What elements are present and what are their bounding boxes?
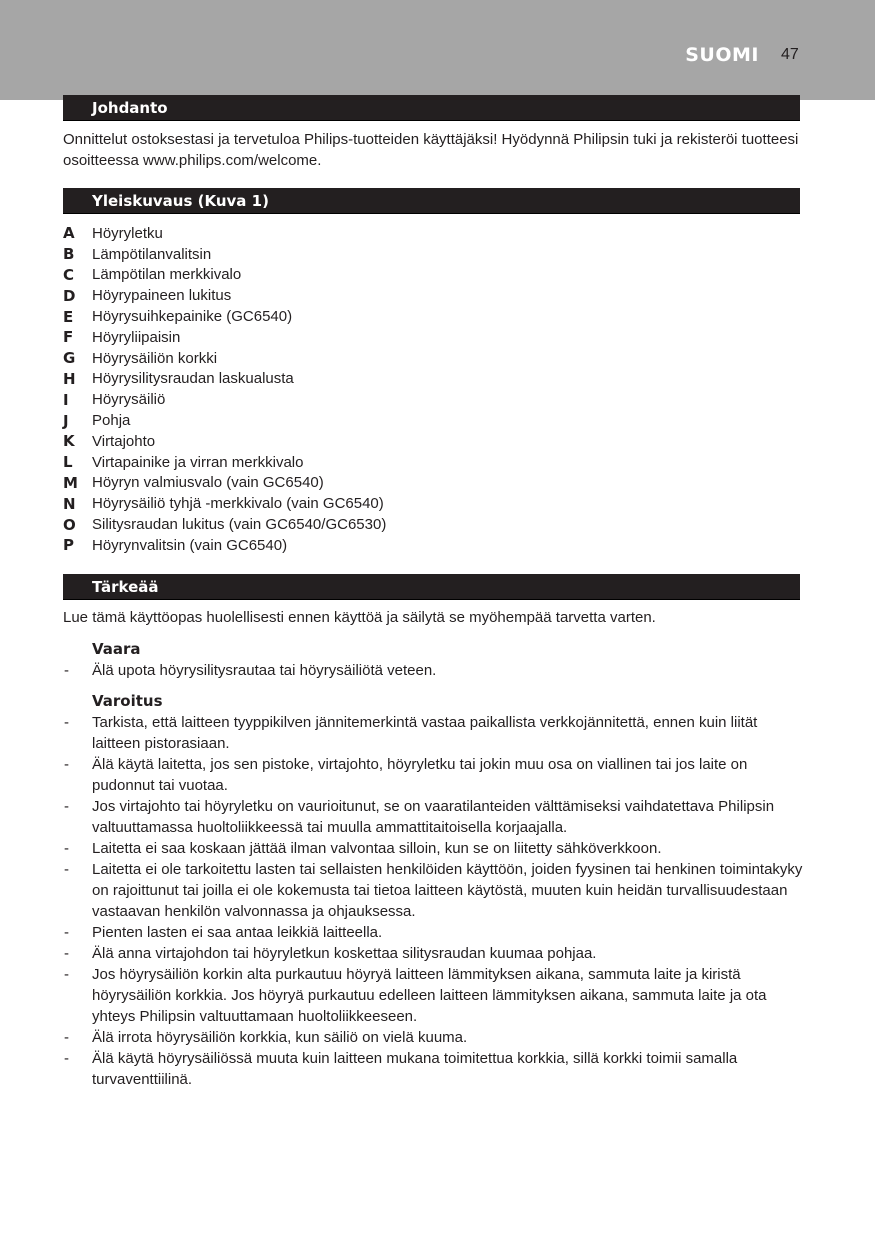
warning-heading: Varoitus: [92, 692, 163, 710]
bullet-item: [63, 660, 803, 681]
section-title-intro: Johdanto: [92, 99, 168, 117]
bullet-dash: -: [64, 662, 69, 679]
danger-list: [63, 660, 803, 681]
bullet-item: [63, 1027, 803, 1048]
part-label: Höyrysilitysraudan laskualusta: [92, 370, 294, 388]
bullet-item: [63, 838, 803, 859]
part-item: [63, 244, 663, 265]
bullet-text: Jos höyrysäiliön korkin alta purkautuu höyryä laitteen lämmityksen aikana, sammuta laite ja kiristä höyrysäiliön korkkia. Jos höyryä purkautuu edelleen laitteen lämmityksen aikana, sammuta laite ja ota yhteys Philipsin valtuuttamaan huoltoliikkeeseen.: [92, 966, 767, 1025]
bullet-text: Älä käytä höyrysäiliössä muuta kuin laitteen mukana toimitettua korkkia, sillä korkki toimii samalla turvaventtiilinä.: [92, 1050, 738, 1088]
section-title-important: Tärkeää: [92, 578, 159, 596]
bullet-dash: -: [64, 1029, 69, 1046]
parts-list: [63, 223, 663, 556]
part-item: [63, 535, 663, 556]
part-item: [63, 452, 663, 473]
part-label: Höyryliipaisin: [92, 328, 181, 346]
part-item: [63, 514, 663, 535]
bullet-dash: -: [64, 924, 69, 941]
important-intro: Lue tämä käyttöopas huolellisesti ennen käyttöä ja säilytä se myöhempää tarvetta varten.: [63, 609, 656, 626]
part-label: Pohja: [92, 412, 131, 430]
bullet-text: Laitetta ei ole tarkoitettu lasten tai sellaisten henkilöiden käyttöön, joiden fyysinen tai henkinen toimintakyky on rajoittunut tai joilla ei ole kokemusta tai tietoa laitteen käytöstä, muuten kuin heidän turvallisuudestaan vastaavan henkilön valvonnassa ja ohjauksessa.: [92, 861, 803, 920]
bullet-item: [63, 943, 803, 964]
bullet-dash: -: [64, 861, 69, 878]
part-label: Silitysraudan lukitus (vain GC6540/GC6530): [92, 516, 387, 534]
bullet-text: Älä anna virtajohdon tai höyryletkun koskettaa silitysraudan kuumaa pohjaa.: [92, 945, 597, 962]
part-label: Lämpötilan merkkivalo: [92, 266, 242, 284]
part-letter: I: [63, 390, 69, 409]
part-letter: O: [63, 515, 76, 534]
part-label: Höyryletku: [92, 224, 163, 242]
intro-paragraph: Onnittelut ostoksestasi ja tervetuloa Philips-tuotteiden käyttäjäksi! Hyödynnä Philipsin tuki ja rekisteröi tuotteesi osoitteessa www.philips.com/welcome.: [63, 131, 799, 169]
part-letter: H: [63, 369, 76, 388]
part-label: Höyrysuihkepainike (GC6540): [92, 308, 293, 326]
bullet-text: Tarkista, että laitteen tyyppikilven jännitemerkintä vastaa paikallista verkkojännitettä, ennen kuin liität laitteen pistorasiaan.: [92, 714, 758, 752]
part-letter: K: [63, 432, 75, 451]
bullet-text: Älä upota höyrysilitysrautaa tai höyrysäiliötä veteen.: [92, 662, 437, 679]
part-item: [63, 410, 663, 431]
danger-heading: Vaara: [92, 640, 141, 658]
bullet-dash: -: [64, 756, 69, 773]
part-letter: D: [63, 286, 76, 305]
bullet-item: [63, 859, 803, 922]
part-letter: E: [63, 307, 74, 326]
bullet-text: Älä irrota höyrysäiliön korkkia, kun säiliö on vielä kuuma.: [92, 1029, 468, 1046]
part-letter: N: [63, 494, 76, 513]
section-bar-overview: [63, 188, 800, 214]
part-item: [63, 369, 663, 390]
bullet-dash: -: [64, 966, 69, 983]
bullet-dash: -: [64, 714, 69, 731]
bullet-item: [63, 754, 803, 796]
bullet-text: Laitetta ei saa koskaan jättää ilman valvontaa silloin, kun se on liitetty sähköverkkoon.: [92, 840, 662, 857]
bullet-dash: -: [64, 1050, 69, 1067]
part-letter: P: [63, 536, 74, 555]
part-item: [63, 265, 663, 286]
bullet-item: [63, 796, 803, 838]
part-label: Virtajohto: [92, 432, 156, 450]
bullet-text: Jos virtajohto tai höyryletku on vaurioitunut, se on vaaratilanteiden välttämiseksi vaihdatettava Philipsin valtuuttamassa huoltoliikkeessä tai muulla ammattitaitoisella korjaajalla.: [92, 798, 775, 836]
part-letter: A: [63, 224, 75, 243]
part-item: [63, 306, 663, 327]
page-number: 47: [781, 46, 799, 63]
part-letter: B: [63, 245, 75, 264]
language-label: SUOMI: [685, 44, 759, 66]
bullet-item: [63, 1048, 803, 1090]
part-item: [63, 389, 663, 410]
part-letter: F: [63, 328, 74, 347]
part-item: [63, 493, 663, 514]
bullet-text: Älä käytä laitetta, jos sen pistoke, virtajohto, höyryletku tai jokin muu osa on viallinen tai jos laite on pudonnut tai vuotaa.: [92, 756, 748, 794]
part-label: Höyrysäiliö: [92, 391, 166, 409]
section-bar-intro: [63, 95, 800, 121]
part-label: Höyrysäiliö tyhjä -merkkivalo (vain GC6540): [92, 495, 384, 513]
part-item: [63, 348, 663, 369]
part-letter: M: [63, 473, 78, 492]
part-item: [63, 431, 663, 452]
bullet-item: [63, 712, 803, 754]
part-letter: L: [63, 453, 73, 472]
part-label: Virtapainike ja virran merkkivalo: [92, 453, 304, 471]
warning-list: [63, 712, 803, 1090]
part-item: [63, 285, 663, 306]
part-letter: J: [63, 411, 69, 430]
header-band: [0, 0, 875, 100]
bullet-item: [63, 922, 803, 943]
bullet-item: [63, 964, 803, 1027]
part-item: [63, 223, 663, 244]
bullet-dash: -: [64, 945, 69, 962]
section-bar-important: [63, 574, 800, 600]
part-item: [63, 327, 663, 348]
part-letter: C: [63, 265, 75, 284]
bullet-text: Pienten lasten ei saa antaa leikkiä laitteella.: [92, 924, 383, 941]
section-title-overview: Yleiskuvaus (Kuva 1): [92, 192, 269, 210]
part-label: Lämpötilanvalitsin: [92, 245, 212, 263]
part-letter: G: [63, 349, 76, 368]
part-label: Höyrypaineen lukitus: [92, 287, 232, 305]
bullet-dash: -: [64, 840, 69, 857]
part-label: Höyryn valmiusvalo (vain GC6540): [92, 474, 324, 492]
part-label: Höyrysäiliön korkki: [92, 349, 218, 367]
bullet-dash: -: [64, 798, 69, 815]
part-item: [63, 473, 663, 494]
part-label: Höyrynvalitsin (vain GC6540): [92, 536, 288, 554]
